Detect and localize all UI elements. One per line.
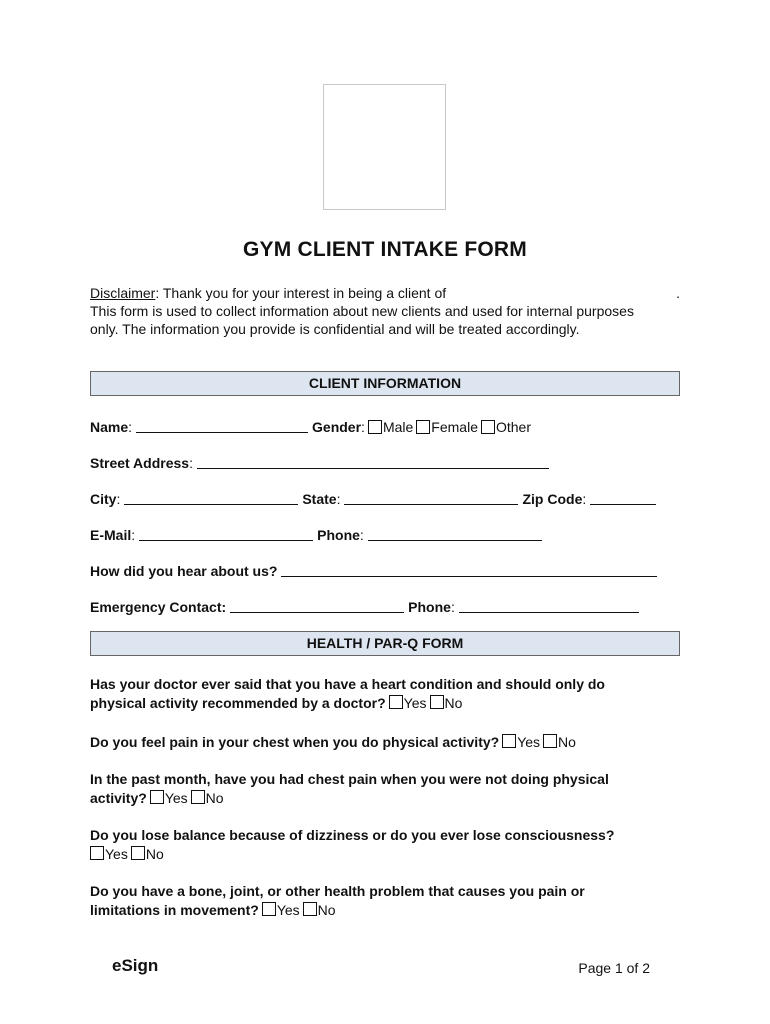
referral-field[interactable] xyxy=(281,562,657,577)
gender-male-checkbox[interactable] xyxy=(368,420,382,434)
state-field[interactable] xyxy=(344,490,518,505)
email-field[interactable] xyxy=(139,526,313,541)
question-1: Has your doctor ever said that you have a heart condition and should only do physical activity recommended by a doctor? Yes No xyxy=(90,676,605,711)
state-label: State xyxy=(302,491,337,507)
esign-brand: eSign xyxy=(112,956,159,975)
section-client-information: CLIENT INFORMATION xyxy=(90,371,680,396)
disclaimer-period: . xyxy=(676,285,680,301)
street-field[interactable] xyxy=(197,454,549,469)
q5-yes-checkbox[interactable] xyxy=(262,902,276,916)
referral-label: How did you hear about us? xyxy=(90,563,278,579)
logo-placeholder xyxy=(323,84,446,210)
q1-no-checkbox[interactable] xyxy=(430,695,444,709)
emergency-phone-label: Phone xyxy=(408,599,451,615)
gender-female-checkbox[interactable] xyxy=(416,420,430,434)
zip-field[interactable] xyxy=(590,490,656,505)
q3-no-checkbox[interactable] xyxy=(191,790,205,804)
q4-no-checkbox[interactable] xyxy=(131,846,145,860)
name-field[interactable] xyxy=(136,418,308,433)
emergency-row: Emergency Contact: Phone : xyxy=(90,595,643,615)
street-label: Street Address xyxy=(90,455,190,471)
name-label: Name xyxy=(90,419,129,435)
section-health-parq: HEALTH / PAR-Q FORM xyxy=(90,631,680,656)
phone-label: Phone xyxy=(317,527,360,543)
street-row: Street Address : xyxy=(90,451,553,471)
gender-other-checkbox[interactable] xyxy=(481,420,495,434)
disclaimer-text-3: only. The information you provide is confidential and will be treated accordingly. xyxy=(90,321,580,337)
gender-female-label: Female xyxy=(431,419,478,435)
zip-label: Zip Code xyxy=(522,491,583,507)
emergency-label: Emergency Contact: xyxy=(90,599,227,615)
disclaimer xyxy=(90,284,680,338)
phone-field[interactable] xyxy=(368,526,542,541)
email-phone-row: E-Mail : Phone : xyxy=(90,523,546,543)
emergency-field[interactable] xyxy=(230,598,404,613)
city-state-zip-row: City : State : Zip Code : xyxy=(90,487,660,507)
q2-no-checkbox[interactable] xyxy=(543,734,557,748)
q3-yes-checkbox[interactable] xyxy=(150,790,164,804)
q5-no-checkbox[interactable] xyxy=(303,902,317,916)
email-label: E-Mail xyxy=(90,527,132,543)
gender-other-label: Other xyxy=(495,419,531,435)
gender-male-label: Male xyxy=(382,419,414,435)
emergency-phone-field[interactable] xyxy=(459,598,639,613)
city-label: City xyxy=(90,491,117,507)
name-gender-row: Name : Gender : Male Female Other xyxy=(90,419,531,435)
question-4: Do you lose balance because of dizziness or do you ever lose consciousness? Yes No xyxy=(90,827,615,862)
disclaimer-line-1 xyxy=(90,284,680,302)
gender-label: Gender xyxy=(312,419,362,435)
disclaimer-text-1: : Thank you for your interest in being a client of xyxy=(155,285,447,301)
page-number: Page 1 of 2 xyxy=(578,960,650,976)
q1-yes-checkbox[interactable] xyxy=(389,695,403,709)
q2-yes-checkbox[interactable] xyxy=(502,734,516,748)
question-3: In the past month, have you had chest pain when you were not doing physical activity? Yes No xyxy=(90,771,609,806)
disclaimer-label: Disclaimer xyxy=(90,285,156,301)
referral-row xyxy=(90,559,661,579)
question-2: Do you feel pain in your chest when you do physical activity? Yes No xyxy=(90,734,576,750)
form-title: GYM CLIENT INTAKE FORM xyxy=(243,238,527,261)
city-field[interactable] xyxy=(124,490,298,505)
disclaimer-text-2: This form is used to collect information about new clients and used for internal purposes xyxy=(90,303,634,319)
question-5: Do you have a bone, joint, or other health problem that causes you pain or limitations in movement? Yes No xyxy=(90,883,585,918)
q4-yes-checkbox[interactable] xyxy=(90,846,104,860)
